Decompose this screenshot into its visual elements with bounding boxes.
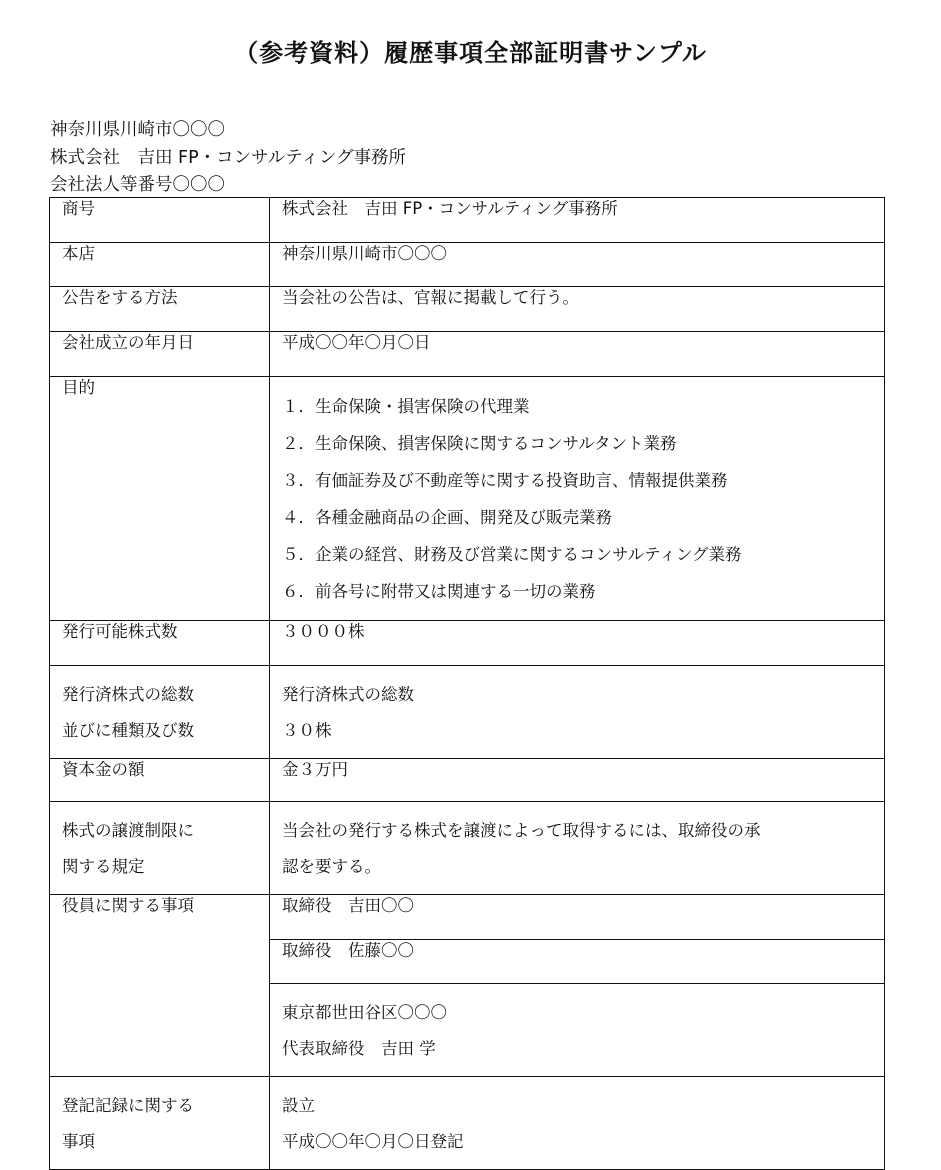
header-company: 株式会社 吉田 FP・コンサルティング事務所 <box>50 148 407 168</box>
table-row <box>50 287 885 332</box>
value-line: ３０株 <box>282 720 332 740</box>
purpose-item: ５．企業の経営、財務及び営業に関するコンサルティング業務 <box>282 544 742 564</box>
row-label-public-notice: 公告をする方法 <box>50 287 270 332</box>
row-value-representative <box>270 983 885 1076</box>
label-line: 事項 <box>62 1131 95 1151</box>
row-value-purpose <box>270 377 885 621</box>
value-line: 平成〇〇年〇月〇日登記 <box>282 1131 464 1151</box>
value-line: 代表取締役 吉田 学 <box>282 1038 436 1058</box>
row-value-head-office: 神奈川県川崎市〇〇〇 <box>270 243 885 287</box>
purpose-item: ６．前各号に附帯又は関連する一切の業務 <box>282 581 596 601</box>
row-label-issued-shares <box>50 665 270 758</box>
row-label-authorized-shares: 発行可能株式数 <box>50 620 270 665</box>
table-row <box>50 758 885 801</box>
table-row <box>50 198 885 243</box>
value-line: 発行済株式の総数 <box>282 684 414 704</box>
table-row <box>50 377 885 621</box>
label-line: 発行済株式の総数 <box>62 684 194 704</box>
table-row <box>50 332 885 377</box>
table-row <box>50 894 885 939</box>
document-title: （参考資料）履歴事項全部証明書サンプル <box>234 39 707 67</box>
table-row <box>50 620 885 665</box>
row-label-capital: 資本金の額 <box>50 758 270 801</box>
row-label-established: 会社成立の年月日 <box>50 332 270 377</box>
label-line: 登記記録に関する <box>62 1095 194 1115</box>
row-label-transfer-restriction <box>50 801 270 894</box>
row-value-authorized-shares: ３０００株 <box>270 620 885 665</box>
header-address: 神奈川県川崎市〇〇〇 <box>50 120 225 140</box>
value-line: 当会社の発行する株式を譲渡によって取得するには、取締役の承 <box>282 820 761 840</box>
label-line: 株式の譲渡制限に <box>62 820 194 840</box>
value-line: 設立 <box>282 1095 315 1115</box>
label-line: 関する規定 <box>62 856 145 876</box>
row-value-established: 平成〇〇年〇月〇日 <box>270 332 885 377</box>
row-value-issued-shares <box>270 665 885 758</box>
table-row <box>50 665 885 758</box>
row-value-capital: 金３万円 <box>270 758 885 801</box>
row-value-registration <box>270 1076 885 1169</box>
row-label-purpose: 目的 <box>50 377 270 621</box>
row-label-head-office: 本店 <box>50 243 270 287</box>
header-corp-number: 会社法人等番号〇〇〇 <box>50 175 225 195</box>
row-label-trade-name: 商号 <box>50 198 270 243</box>
value-line: 東京都世田谷区〇〇〇 <box>282 1002 447 1022</box>
purpose-item: ２．生命保険、損害保険に関するコンサルタント業務 <box>282 433 677 453</box>
row-label-officers: 役員に関する事項 <box>50 894 270 1076</box>
purpose-item: ３．有価証券及び不動産等に関する投資助言、情報提供業務 <box>282 470 728 490</box>
table-row <box>50 1076 885 1169</box>
table-row <box>50 243 885 287</box>
row-label-registration <box>50 1076 270 1169</box>
row-value-trade-name: 株式会社 吉田 FP・コンサルティング事務所 <box>270 198 885 243</box>
value-line: 認を要する。 <box>282 856 381 876</box>
row-value-public-notice: 当会社の公告は、官報に掲載して行う。 <box>270 287 885 332</box>
table-row <box>50 801 885 894</box>
row-value-director-1: 取締役 吉田〇〇 <box>270 894 885 939</box>
label-line: 並びに種類及び数 <box>62 720 194 740</box>
row-value-director-2: 取締役 佐藤〇〇 <box>270 939 885 983</box>
row-value-transfer-restriction <box>270 801 885 894</box>
purpose-item: １．生命保険・損害保険の代理業 <box>282 396 530 416</box>
purpose-item: ４．各種金融商品の企画、開発及び販売業務 <box>282 507 612 527</box>
